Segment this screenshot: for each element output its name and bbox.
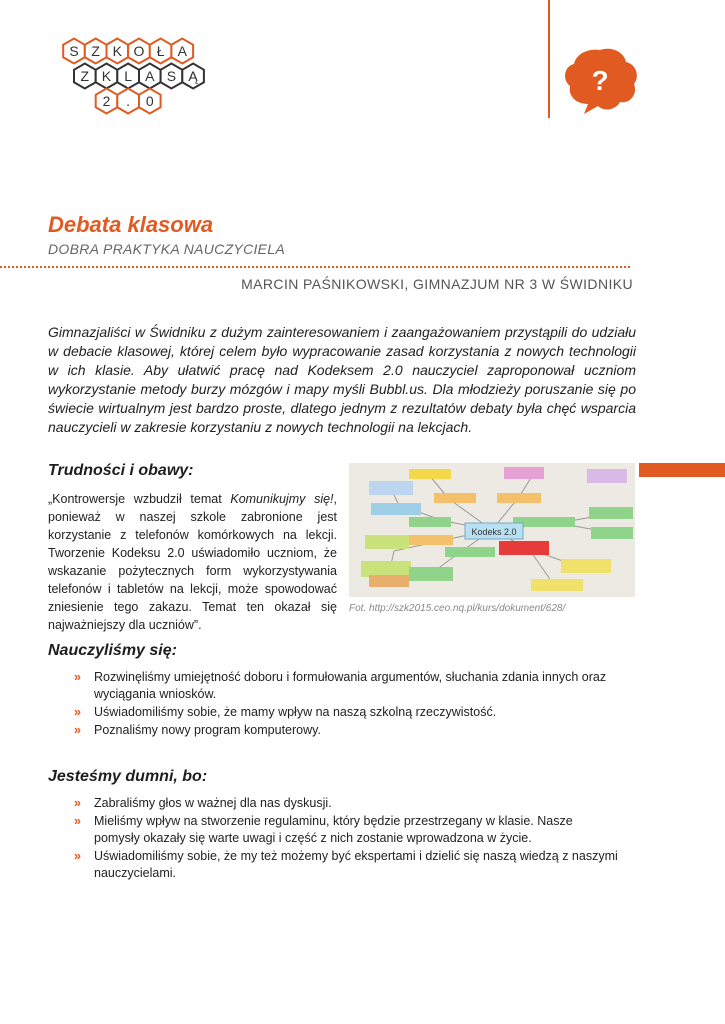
logo-letter: A: [145, 68, 155, 84]
mind-map-photo: [349, 463, 635, 597]
section-heading-difficulties: Trudności i obawy:: [48, 462, 194, 479]
list-item-text: Uświadomiliśmy sobie, że mamy wpływ na naszą szkolną rzeczywistość.: [94, 705, 497, 719]
proud-list: [74, 795, 619, 883]
logo-letter: O: [133, 43, 145, 59]
logo-letter: Z: [80, 68, 90, 84]
question-bubble-icon: [560, 44, 640, 116]
quote-emphasis: Komunikujmy się!: [230, 492, 334, 506]
logo-letter: .: [126, 93, 131, 109]
dotted-divider: [0, 266, 630, 268]
quote-text-2: , ponieważ w naszej szkole zabronione jest korzystanie z telefonów komórkowych na lekcji. Tworzenie Kodeksu 2.0 uświadomiło uczniom, że wskazanie pożytecznych form wykorzystywania telefonów i tabletów na lekcji, może spowodować zniesienie tego zakazu. Temat ten okazał się najważniejszy dla uczniów”.: [48, 492, 337, 632]
logo-letter: 0: [145, 93, 154, 109]
photo-caption: Fot. http://szk2015.ceo.nq.pl/kurs/dokument/628/: [349, 603, 566, 614]
page-title: Debata klasowa: [48, 212, 214, 237]
logo-letter: 2: [102, 93, 111, 109]
accent-bar: [639, 463, 725, 477]
logo-letter: Ł: [156, 43, 165, 59]
lead-paragraph: Gimnazjaliści w Świdniku z dużym zainteresowaniem i zaangażowaniem przystąpili do udziału w debacie klasowej, której celem było wypracowanie zasad korzystania z nowych technologii w ich klasie. Aby ułatwić pracę nad Kodeksem 2.0 nauczyciel zaproponował uczniom wykorzystanie metody burzy mózgów i mapy myśli Bubbl.us. Dla młodzieży poruszanie się po świecie wirtualnym jest bardzo proste, dlatego jednym z rezultatów debaty była chęć wsparcia nauczycieli w zakresie korzystaniu z nowych technologii na lekcjach.: [48, 324, 636, 435]
list-item-text: Rozwinęliśmy umiejętność doboru i formułowania argumentów, słuchania zdania innych oraz wyciągania wniosków.: [94, 670, 607, 701]
list-item-text: Zabraliśmy głos w ważnej dla nas dyskusji.: [94, 796, 332, 810]
learned-list: [74, 669, 619, 740]
list-item-text: Mieliśmy wpływ na stworzenie regulaminu, który będzie przestrzegany w klasie. Nasze pomysły okazały się warte uwagi i część z nich zostanie wprowadzona w życie.: [94, 814, 573, 845]
mind-map-illustration: [349, 463, 635, 597]
list-item: [74, 795, 619, 812]
mind-map-center-label: Kodeks 2.0: [471, 527, 517, 537]
list-item-text: Uświadomiliśmy sobie, że my też możemy być ekspertami i dzielić się naszą wiedzą z naszymi nauczycielami.: [94, 849, 618, 880]
bullet-icon: »: [74, 670, 81, 684]
list-item: [74, 722, 619, 739]
logo-letter: S: [166, 68, 177, 84]
list-item-text: Poznaliśmy nowy program komputerowy.: [94, 723, 321, 737]
bullet-icon: »: [74, 814, 81, 828]
list-item: [74, 813, 619, 847]
logo-letter: K: [112, 43, 122, 59]
logo-letter: K: [101, 68, 112, 84]
logo-letter: A: [177, 43, 187, 59]
section-heading-proud: Jesteśmy dumni, bo:: [48, 768, 208, 785]
logo-letter: S: [69, 43, 79, 59]
list-item: [74, 704, 619, 721]
logo-letter: Ą: [188, 68, 198, 84]
bullet-icon: »: [74, 705, 81, 719]
logo-letter: Z: [91, 43, 100, 59]
section-heading-learned: Nauczyliśmy się:: [48, 642, 177, 659]
header-divider: [548, 0, 550, 118]
list-item: [74, 848, 619, 882]
szkola-z-klasa-logo: [48, 36, 258, 120]
bullet-icon: »: [74, 723, 81, 737]
logo-letter: L: [124, 68, 133, 84]
author-line: MARCIN PAŚNIKOWSKI, GIMNAZJUM NR 3 W ŚWIDNIKU: [241, 276, 633, 292]
page-subtitle: DOBRA PRAKTYKA NAUCZYCIELA: [48, 241, 286, 257]
bullet-icon: »: [74, 796, 81, 810]
quote-text-1: „Kontrowersje wzbudził temat: [48, 492, 231, 506]
question-mark: ?: [591, 65, 609, 96]
bullet-icon: »: [74, 849, 81, 863]
list-item: [74, 669, 619, 703]
difficulties-quote: [48, 490, 337, 634]
